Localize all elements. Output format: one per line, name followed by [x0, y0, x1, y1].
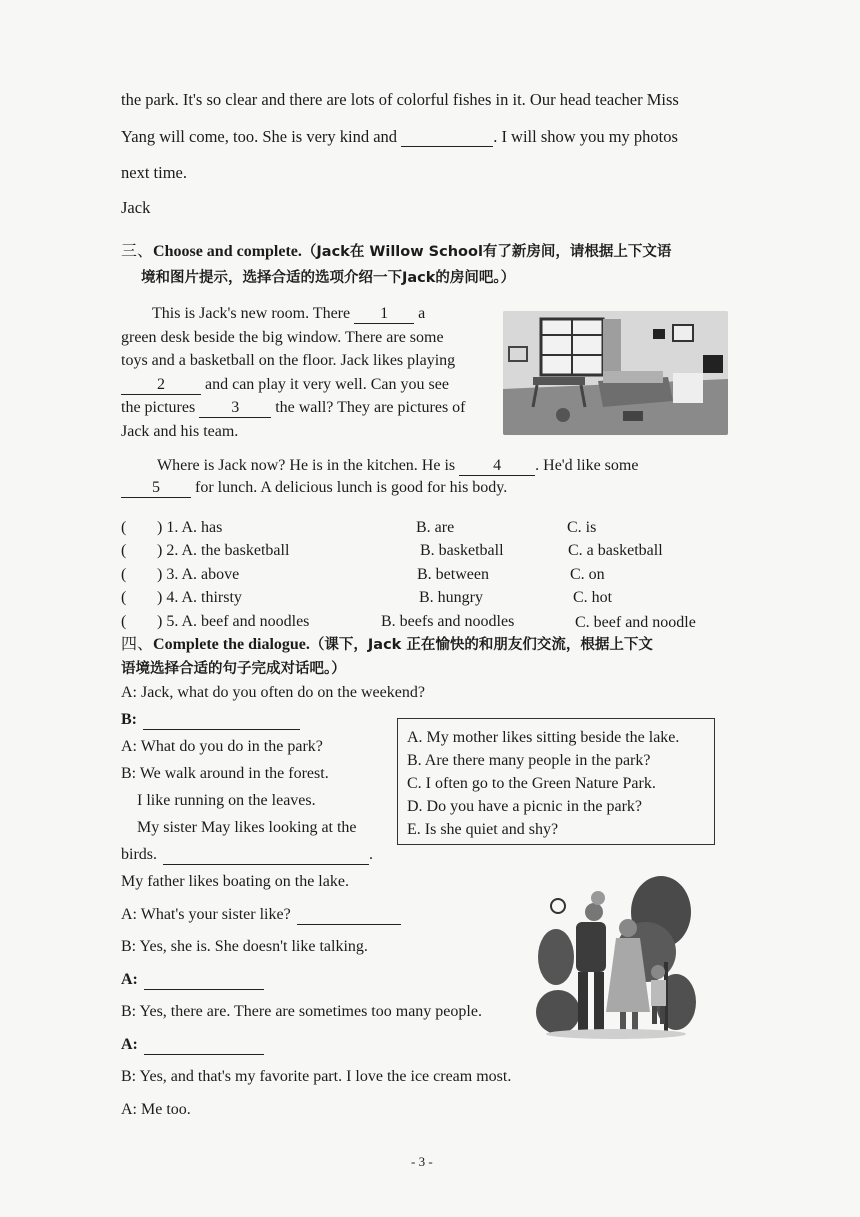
letter-line-1: the park. It's so clear and there are lots of colorful fishes in it. Our head teacher Miss: [121, 90, 679, 109]
blank-1[interactable]: 1: [354, 305, 414, 324]
option-d: D. Do you have a picnic in the park?: [407, 798, 643, 815]
dialogue-line-15: A: Me too.: [121, 1101, 191, 1118]
question-1-option-b: B. are: [416, 519, 455, 536]
option-b: B. Are there many people in the park?: [407, 752, 651, 769]
question-3-option-c: C. on: [570, 566, 605, 583]
dialogue-line-5: I like running on the leaves.: [137, 792, 316, 809]
section3-instruction-1: （Jack在 Willow School有了新房间，请根据上下文语: [301, 244, 672, 260]
section4-title: Complete the dialogue.: [153, 636, 310, 653]
passage-text: the wall? They are pictures of: [275, 399, 466, 416]
letter-line-2a: Yang will come, too. She is very kind and: [121, 127, 398, 146]
passage-line-2: green desk beside the big window. There are some: [121, 329, 444, 346]
dialogue-line-14: B: Yes, and that's my favorite part. I love the ice cream most.: [121, 1068, 512, 1085]
room-photo: [503, 311, 728, 435]
passage-line-1: [152, 304, 425, 324]
dialogue-blank-4[interactable]: [144, 971, 264, 990]
question-5-option-b: B. beefs and noodles: [381, 613, 515, 630]
passage-text: and can play it very well. Can you see: [205, 376, 449, 393]
dialogue-blank-2[interactable]: [163, 846, 369, 865]
section3-instruction-2: 境和图片提示，选择合适的选项介绍一下Jack的房间吧。）: [141, 270, 516, 286]
dialogue-line-11: [121, 970, 264, 990]
dialogue-line-9: [121, 905, 401, 925]
question-1-option-a: ) 1. A. has: [157, 519, 223, 536]
speaker-a: A:: [121, 971, 138, 988]
room-illustration: [503, 311, 728, 435]
family-park-image: [536, 872, 696, 1042]
section4-heading: [121, 635, 653, 655]
letter-line-2b: . I will show you my photos: [493, 127, 678, 146]
question-paren[interactable]: (: [121, 542, 127, 559]
dialogue-blank-3[interactable]: [297, 906, 401, 925]
passage-text: . He'd like some: [535, 457, 639, 474]
question-4-option-c: C. hot: [573, 589, 613, 606]
passage-text: a: [418, 305, 426, 322]
option-e: E. Is she quiet and shy?: [407, 821, 559, 838]
dialogue-text: birds.: [121, 846, 157, 863]
letter-blank[interactable]: [401, 128, 493, 147]
family-illustration: [536, 872, 696, 1042]
speaker-a: A:: [121, 1036, 138, 1053]
question-3-option-a: ) 3. A. above: [157, 566, 240, 583]
passage-text: for lunch. A delicious lunch is good for his body.: [195, 479, 508, 496]
passage-text: the pictures: [121, 399, 196, 416]
question-paren[interactable]: (: [121, 519, 127, 536]
question-paren[interactable]: (: [121, 589, 127, 606]
passage-text: Where is Jack now? He is in the kitchen. He is: [157, 457, 456, 474]
section3-title: Choose and complete.: [153, 243, 302, 260]
blank-4[interactable]: 4: [459, 457, 535, 476]
dialogue-line-1: A: Jack, what do you often do on the weekend?: [121, 684, 425, 701]
dialogue-line-10: B: Yes, she is. She doesn't like talking.: [121, 938, 368, 955]
letter-line-3: next time.: [121, 163, 187, 182]
dialogue-line-2: [121, 710, 300, 730]
question-5-option-c: C. beef and noodle: [575, 614, 696, 631]
option-c: C. I often go to the Green Nature Park.: [407, 775, 656, 792]
question-5-option-a: ) 5. A. beef and noodles: [157, 613, 310, 630]
passage2-line-2: [121, 478, 507, 498]
passage-line-5: [121, 398, 466, 418]
blank-3[interactable]: 3: [199, 399, 271, 418]
dialogue-line-6: My sister May likes looking at the: [137, 819, 357, 836]
page-number: - 3 -: [411, 1154, 433, 1169]
dialogue-line-4: B: We walk around in the forest.: [121, 765, 329, 782]
section3-heading: [121, 242, 671, 262]
passage-line-6: Jack and his team.: [121, 423, 239, 440]
speaker-b: B:: [121, 711, 137, 728]
question-4-option-b: B. hungry: [419, 589, 483, 606]
letter-signature: Jack: [121, 198, 151, 217]
dialogue-blank-1[interactable]: [143, 711, 300, 730]
question-2-option-c: C. a basketball: [568, 542, 663, 559]
dialogue-text: A: What's your sister like?: [121, 906, 291, 923]
section4-number: 四、: [121, 636, 154, 653]
question-1-option-c: C. is: [567, 519, 597, 536]
passage-text: This is Jack's new room. There: [152, 305, 351, 322]
option-a: A. My mother likes sitting beside the lake.: [407, 729, 680, 746]
question-4-option-a: ) 4. A. thirsty: [157, 589, 242, 606]
question-paren[interactable]: (: [121, 613, 127, 630]
passage-line-3: toys and a basketball on the floor. Jack likes playing: [121, 352, 456, 369]
dialogue-line-13: [121, 1035, 264, 1055]
letter-line-2: [121, 127, 678, 147]
blank-5[interactable]: 5: [121, 479, 191, 498]
question-3-option-b: B. between: [417, 566, 489, 583]
passage-line-4: [121, 375, 449, 395]
section3-number: 三、: [121, 243, 154, 260]
dialogue-line-8: My father likes boating on the lake.: [121, 873, 349, 890]
section4-instruction-1: （课下，Jack 正在愉快的和朋友们交流，根据上下文: [309, 637, 653, 653]
question-2-option-b: B. basketball: [420, 542, 504, 559]
question-2-option-a: ) 2. A. the basketball: [157, 542, 290, 559]
question-paren[interactable]: (: [121, 566, 127, 583]
dialogue-line-3: A: What do you do in the park?: [121, 738, 323, 755]
dialogue-blank-5[interactable]: [144, 1036, 264, 1055]
passage2-line-1: [157, 456, 638, 476]
dialogue-line-7: birds. .: [121, 846, 373, 863]
dialogue-line-12: B: Yes, there are. There are sometimes too many people.: [121, 1003, 482, 1020]
blank-2[interactable]: 2: [121, 376, 201, 395]
section4-instruction-2: 语境选择合适的句子完成对话吧。）: [121, 661, 346, 677]
